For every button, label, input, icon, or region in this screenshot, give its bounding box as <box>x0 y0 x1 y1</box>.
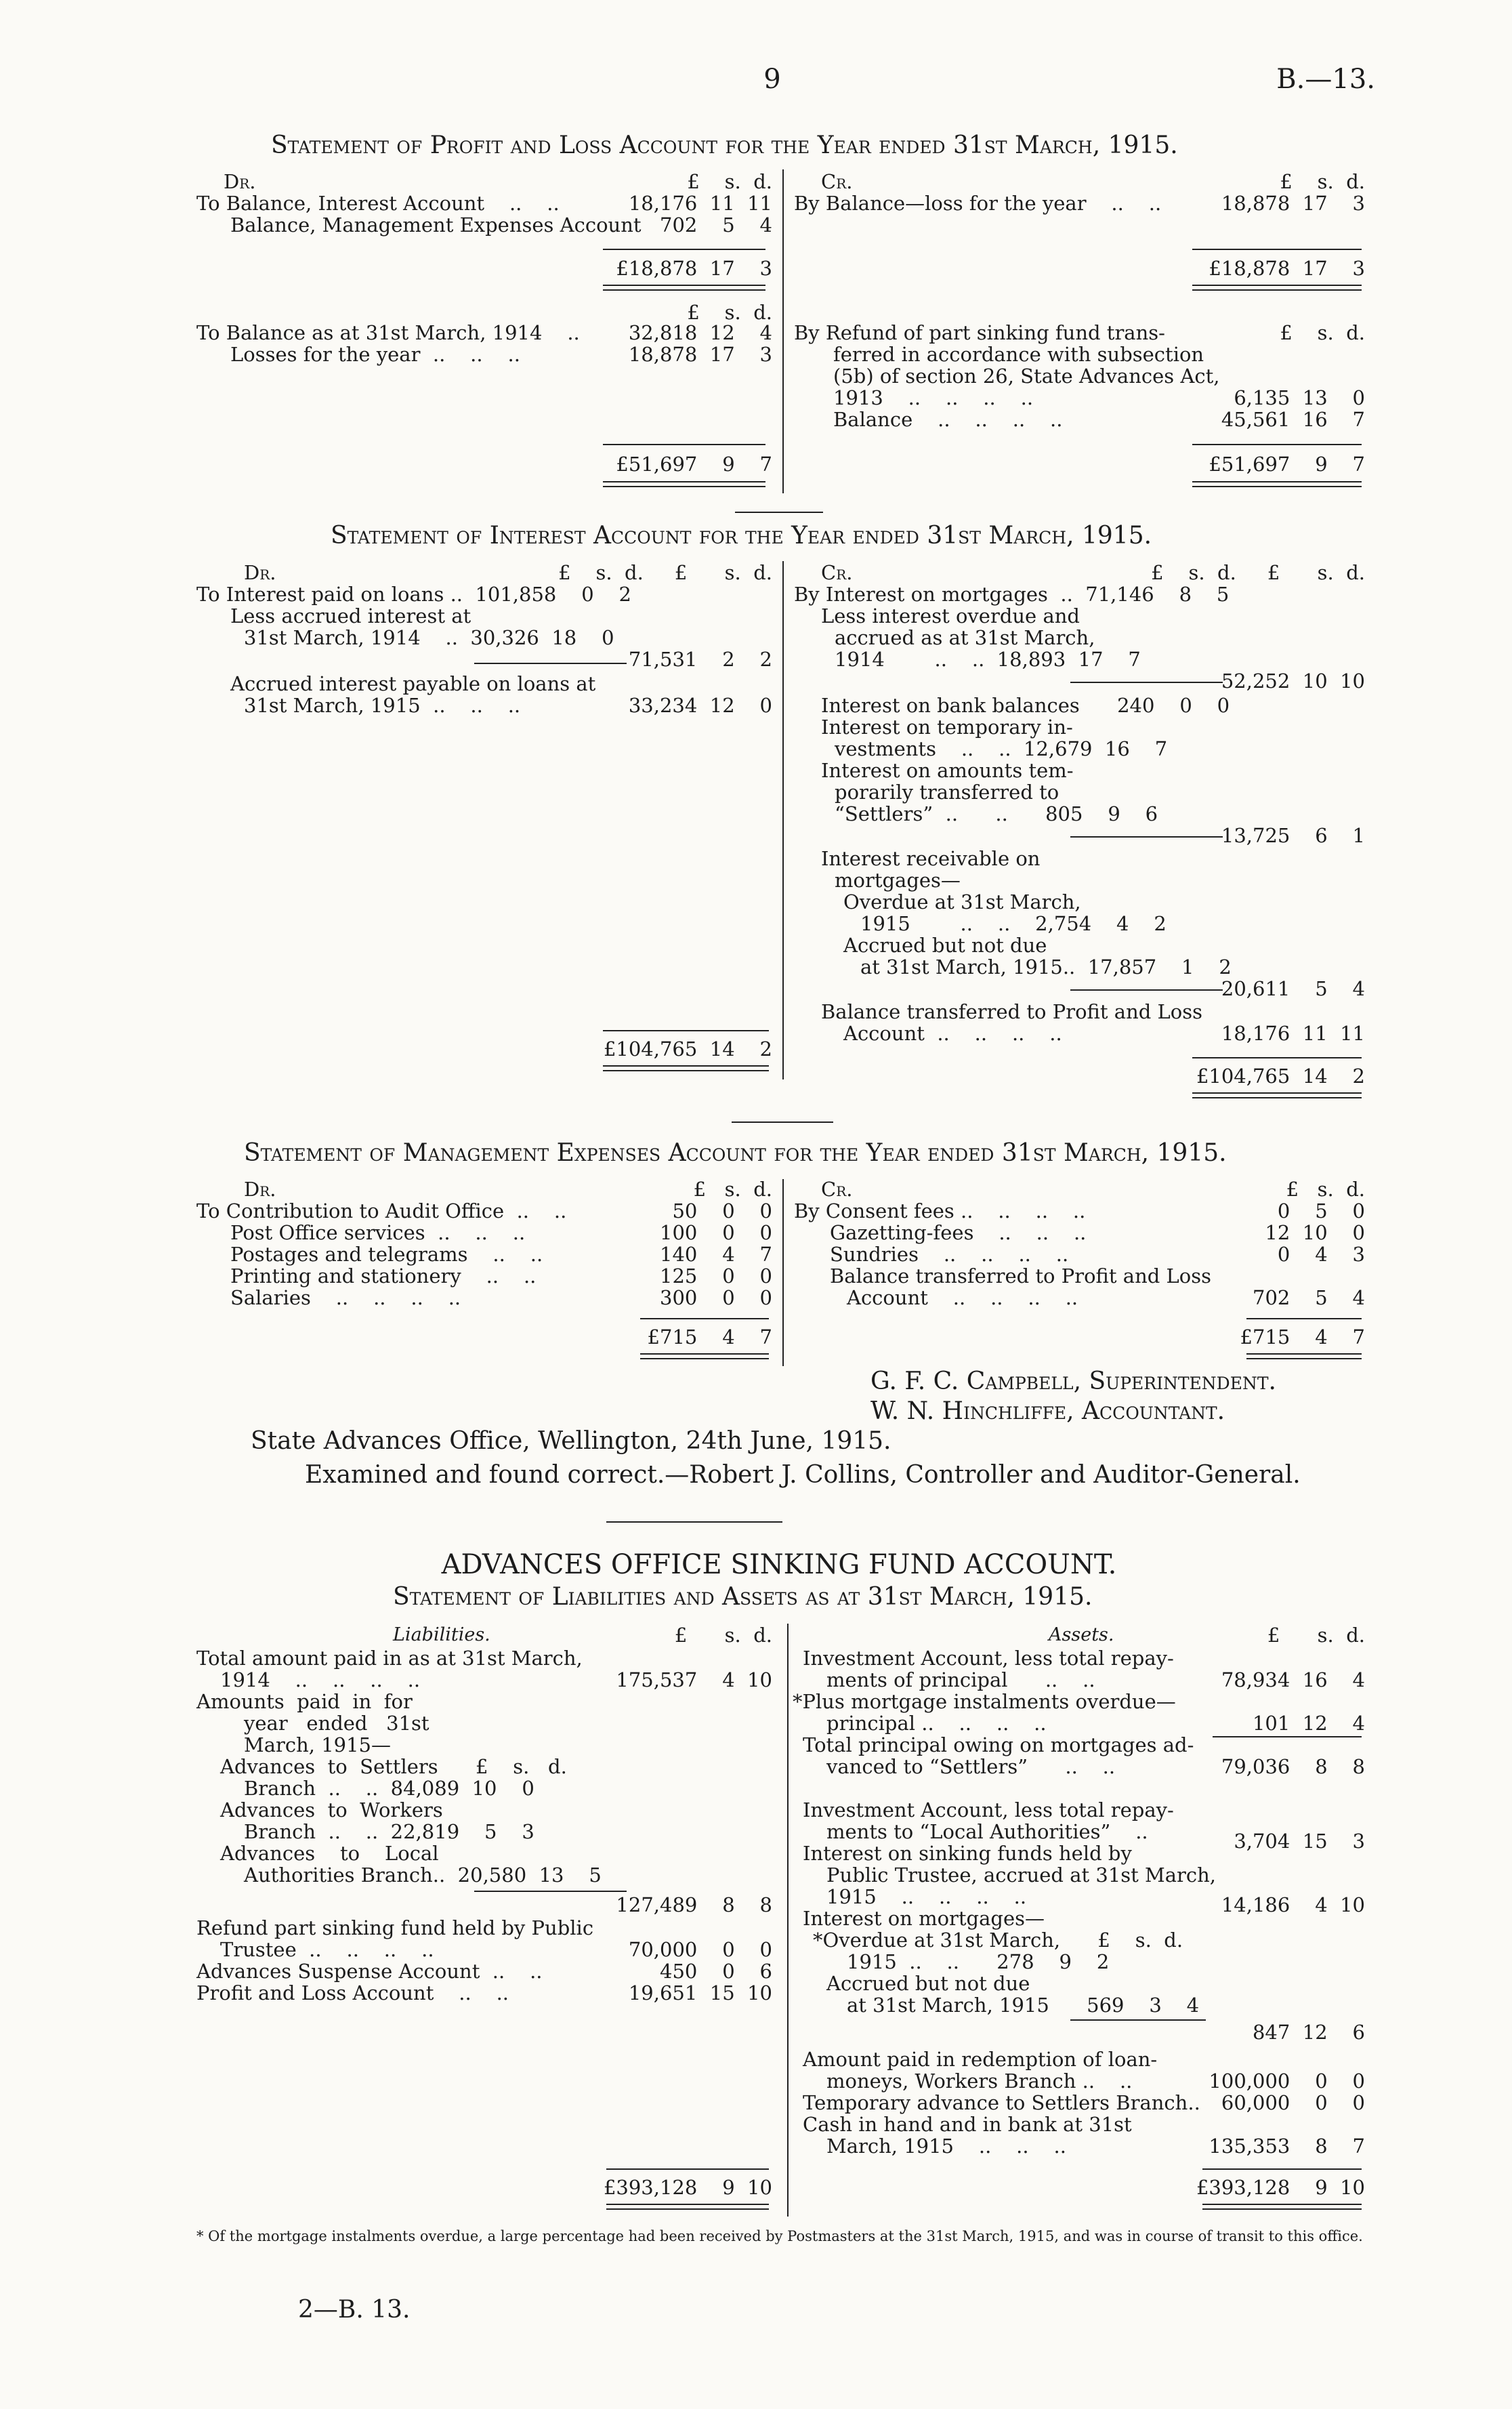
entry-label: Interest on sinking funds held by <box>803 1842 1132 1865</box>
currency-header: £ s. d. <box>687 301 772 324</box>
entry-label: To Balance, Interest Account .. .. <box>196 192 560 215</box>
total-amount: £104,765 14 2 <box>1196 1065 1365 1088</box>
section-title: Statement of Interest Account for the Year ended 31st March, 1915. <box>331 522 1152 550</box>
entry-label: Printing and stationery .. .. <box>230 1264 537 1288</box>
entry-amount: 70,000 0 0 <box>628 1938 772 1961</box>
entry-amount: 18,176 11 11 <box>628 192 772 215</box>
entry-amount: 450 0 6 <box>660 1960 772 1983</box>
entry-label: porarily transferred to <box>835 781 1059 804</box>
entry-amount: 79,036 8 8 <box>1221 1755 1365 1778</box>
entry-label: By Interest on mortgages .. 71,146 8 5 <box>794 583 1230 606</box>
entry-label: To Contribution to Audit Office .. .. <box>196 1199 567 1222</box>
entry-label: By Refund of part sinking fund trans- <box>794 321 1165 344</box>
entry-amount: 100,000 0 0 <box>1209 2070 1365 2093</box>
entry-label: Interest receivable on <box>821 847 1041 870</box>
assets-heading: Assets. <box>1049 1624 1114 1645</box>
entry-amount: 33,234 12 0 <box>628 694 772 717</box>
signature-accountant: W. N. Hinchliffe, Accountant. <box>870 1397 1225 1425</box>
entry-label: Trustee .. .. .. .. <box>220 1938 434 1961</box>
entry-amount: 18,878 17 3 <box>1221 192 1365 215</box>
entry-amount: 71,531 2 2 <box>628 648 772 671</box>
entry-label: Accrued but not due <box>843 934 1047 957</box>
entry-label: Balance .. .. .. .. <box>833 408 1063 431</box>
entry-label: Investment Account, less total repay- <box>803 1798 1174 1821</box>
total-amount: £18,878 17 3 <box>616 257 772 280</box>
entry-label: (5b) of section 26, State Advances Act, <box>833 365 1220 388</box>
entry-amount: 13,725 6 1 <box>1221 824 1365 847</box>
entry-amount: 78,934 16 4 <box>1221 1668 1365 1691</box>
entry-amount: 100 0 0 <box>660 1221 772 1244</box>
entry-label: Account .. .. .. .. <box>847 1286 1078 1309</box>
entry-label: accrued as at 31st March, <box>835 626 1095 649</box>
entry-amount: 175,537 4 10 <box>616 1668 772 1691</box>
entry-label: 1913 .. .. .. .. <box>833 386 1034 409</box>
dr-label: Dr. <box>244 1178 276 1201</box>
total-amount: £51,697 9 7 <box>1209 453 1365 476</box>
currency-header: £ s. d. <box>1286 1178 1365 1201</box>
currency-header: £ s. d. <box>693 1178 772 1201</box>
entry-label: year ended 31st <box>244 1712 429 1735</box>
section-title: Statement of Management Expenses Account for the Year ended 31st March, 1915. <box>244 1139 1227 1167</box>
entry-label: Amounts paid in for <box>196 1690 413 1713</box>
signature-superintendent: G. F. C. Campbell, Superintendent. <box>870 1367 1276 1395</box>
entry-label: Branch .. .. 84,089 10 0 <box>244 1777 534 1800</box>
entry-label: 1914 .. .. .. .. <box>220 1668 421 1691</box>
footnote: * Of the mortgage instalments overdue, a large percentage had been received by Postmasters at the 31st March, 1915, and was in course of transit to this office. <box>196 2228 1363 2244</box>
entry-amount: 52,252 10 10 <box>1221 670 1365 693</box>
entry-label: Less accrued interest at <box>230 604 471 627</box>
entry-label: Accrued but not due <box>826 1972 1030 1995</box>
currency-header: £ s. d. <box>1267 1624 1365 1647</box>
entry-label: Cash in hand and in bank at 31st <box>803 2113 1132 2136</box>
entry-label: Public Trustee, accrued at 31st March, <box>826 1864 1217 1887</box>
entry-label: To Balance as at 31st March, 1914 .. <box>196 321 580 344</box>
entry-label: Overdue at 31st March, <box>843 890 1081 913</box>
entry-amount: 18,878 17 3 <box>628 343 772 366</box>
entry-amount: 60,000 0 0 <box>1221 2091 1365 2114</box>
entry-label: Advances to Local <box>220 1842 439 1865</box>
entry-label: Profit and Loss Account .. .. <box>196 1981 509 2004</box>
entry-amount: 125 0 0 <box>660 1264 772 1288</box>
entry-label: ferred in accordance with subsection <box>833 343 1204 366</box>
entry-label: ments of principal .. .. <box>826 1668 1095 1691</box>
section-title: Statement of Profit and Loss Account for the Year ended 31st March, 1915. <box>271 131 1178 159</box>
entry-label: 1915 .. .. .. .. <box>826 1885 1027 1908</box>
entry-label: Amount paid in redemption of loan- <box>803 2048 1158 2071</box>
entry-label: principal .. .. .. .. <box>826 1712 1047 1735</box>
currency-header: £ s. d. £ s. d. <box>558 561 772 584</box>
entry-amount: 0 4 3 <box>1277 1243 1365 1266</box>
total-amount: £715 4 7 <box>647 1325 772 1348</box>
entry-label: 1915 .. .. 2,754 4 2 <box>860 912 1167 935</box>
entry-label: Interest on bank balances 240 0 0 <box>821 694 1230 717</box>
page-footer: 2—B. 13. <box>298 2296 411 2324</box>
liabilities-heading: Liabilities. <box>393 1624 490 1645</box>
entry-label: 31st March, 1914 .. 30,326 18 0 <box>244 626 614 649</box>
entry-label: Salaries .. .. .. .. <box>230 1286 461 1309</box>
entry-amount: 101 12 4 <box>1252 1712 1365 1735</box>
entry-label: Investment Account, less total repay- <box>803 1647 1174 1670</box>
total-amount: £393,128 9 10 <box>603 2176 772 2199</box>
entry-label: Total amount paid in as at 31st March, <box>196 1647 583 1670</box>
entry-amount: 19,651 15 10 <box>628 1981 772 2004</box>
entry-amount: 50 0 0 <box>672 1199 772 1222</box>
entry-label: Sundries .. .. .. .. <box>830 1243 1069 1266</box>
entry-label: at 31st March, 1915.. 17,857 1 2 <box>860 955 1232 979</box>
entry-label: By Consent fees .. .. .. .. <box>794 1199 1086 1222</box>
entry-label: Accrued interest payable on loans at <box>230 672 596 695</box>
entry-label: Post Office services .. .. .. <box>230 1221 526 1244</box>
currency-header: £ s. d. <box>1280 170 1365 193</box>
entry-label: at 31st March, 1915 569 3 4 <box>847 1994 1200 2017</box>
entry-amount: 32,818 12 4 <box>628 321 772 344</box>
entry-amount: 20,611 5 4 <box>1221 977 1365 1000</box>
cr-label: Cr. <box>821 1178 853 1201</box>
entry-amount: 12 10 0 <box>1265 1221 1365 1244</box>
entry-label: *Overdue at 31st March, £ s. d. <box>813 1929 1183 1952</box>
entry-label: Losses for the year .. .. .. <box>230 343 520 366</box>
entry-label: Balance transferred to Profit and Loss <box>821 1000 1203 1023</box>
entry-amount: 0 5 0 <box>1277 1199 1365 1222</box>
entry-amount: 300 0 0 <box>660 1286 772 1309</box>
entry-label: Advances to Workers <box>220 1798 443 1821</box>
entry-label: ments to “Local Authorities” .. <box>826 1820 1148 1843</box>
entry-amount: 847 12 6 <box>1252 2021 1365 2044</box>
entry-amount: 45,561 16 7 <box>1221 408 1365 431</box>
total-amount: £715 4 7 <box>1240 1325 1365 1348</box>
cr-label: Cr. <box>821 561 853 584</box>
entry-amount: 14,186 4 10 <box>1221 1893 1365 1916</box>
office-dateline: State Advances Office, Wellington, 24th June, 1915. <box>251 1427 891 1455</box>
entry-amount: 140 4 7 <box>660 1243 772 1266</box>
entry-label: By Balance—loss for the year .. .. <box>794 192 1162 215</box>
entry-label: Interest on mortgages— <box>803 1907 1045 1930</box>
entry-label: To Interest paid on loans .. 101,858 0 2 <box>196 583 632 606</box>
entry-label: 1914 .. .. 18,893 17 7 <box>835 648 1141 671</box>
entry-label: Advances Suspense Account .. .. <box>196 1960 543 1983</box>
entry-label: Advances to Settlers £ s. d. <box>220 1755 567 1778</box>
entry-label: 1915 .. .. 278 9 2 <box>847 1950 1110 1973</box>
entry-label: March, 1915— <box>244 1733 392 1756</box>
entry-label: Interest on temporary in- <box>821 716 1073 739</box>
entry-label: Temporary advance to Settlers Branch.. <box>803 2091 1200 2114</box>
entry-label: moneys, Workers Branch .. .. <box>826 2070 1133 2093</box>
entry-label: Balance, Management Expenses Account <box>230 213 642 236</box>
entry-label: Gazetting-fees .. .. .. <box>830 1221 1087 1244</box>
entry-label: Total principal owing on mortgages ad- <box>803 1733 1194 1756</box>
entry-label: vestments .. .. 12,679 16 7 <box>835 737 1168 760</box>
entry-label: Postages and telegrams .. .. <box>230 1243 543 1266</box>
section-title: ADVANCES OFFICE SINKING FUND ACCOUNT. <box>441 1549 1117 1580</box>
entry-amount: 127,489 8 8 <box>616 1893 772 1916</box>
entry-label: Less interest overdue and <box>821 604 1080 627</box>
currency-header: £ s. d. £ s. d. <box>1151 561 1365 584</box>
total-amount: £51,697 9 7 <box>616 453 772 476</box>
entry-label: 31st March, 1915 .. .. .. <box>244 694 521 717</box>
currency-header: £ s. d. <box>1280 321 1365 344</box>
entry-label: March, 1915 .. .. .. <box>826 2135 1066 2158</box>
section-subtitle: Statement of Liabilities and Assets as at 31st March, 1915. <box>393 1583 1093 1611</box>
total-amount: £393,128 9 10 <box>1196 2176 1365 2199</box>
dr-label: Dr. <box>224 170 256 193</box>
dr-label: Dr. <box>244 561 276 584</box>
entry-amount: 18,176 11 11 <box>1221 1022 1365 1045</box>
entry-label: “Settlers” .. .. 805 9 6 <box>835 802 1158 825</box>
page-number: 9 <box>763 64 781 95</box>
entry-amount: 702 5 4 <box>660 213 772 236</box>
entry-label: Authorities Branch.. 20,580 13 5 <box>244 1864 602 1887</box>
entry-label: Account .. .. .. .. <box>843 1022 1062 1045</box>
entry-amount: 135,353 8 7 <box>1209 2135 1365 2158</box>
auditor-statement: Examined and found correct.—Robert J. Collins, Controller and Auditor-General. <box>305 1461 1301 1489</box>
entry-label: vanced to “Settlers” .. .. <box>826 1755 1116 1778</box>
entry-amount: 3,704 15 3 <box>1234 1830 1365 1853</box>
entry-label: *Plus mortgage instalments overdue— <box>793 1690 1176 1713</box>
total-amount: £18,878 17 3 <box>1209 257 1365 280</box>
entry-label: Refund part sinking fund held by Public <box>196 1916 594 1939</box>
currency-header: £ s. d. <box>674 1624 772 1647</box>
entry-label: Branch .. .. 22,819 5 3 <box>244 1820 534 1843</box>
cr-label: Cr. <box>821 170 853 193</box>
report-id: B.—13. <box>1276 64 1375 95</box>
currency-header: £ s. d. <box>687 170 772 193</box>
entry-label: Interest on amounts tem- <box>821 759 1074 782</box>
total-amount: £104,765 14 2 <box>603 1037 772 1061</box>
entry-amount: 6,135 13 0 <box>1234 386 1365 409</box>
entry-label: mortgages— <box>835 869 961 892</box>
entry-label: Balance transferred to Profit and Loss <box>830 1264 1212 1288</box>
entry-amount: 702 5 4 <box>1253 1286 1365 1309</box>
